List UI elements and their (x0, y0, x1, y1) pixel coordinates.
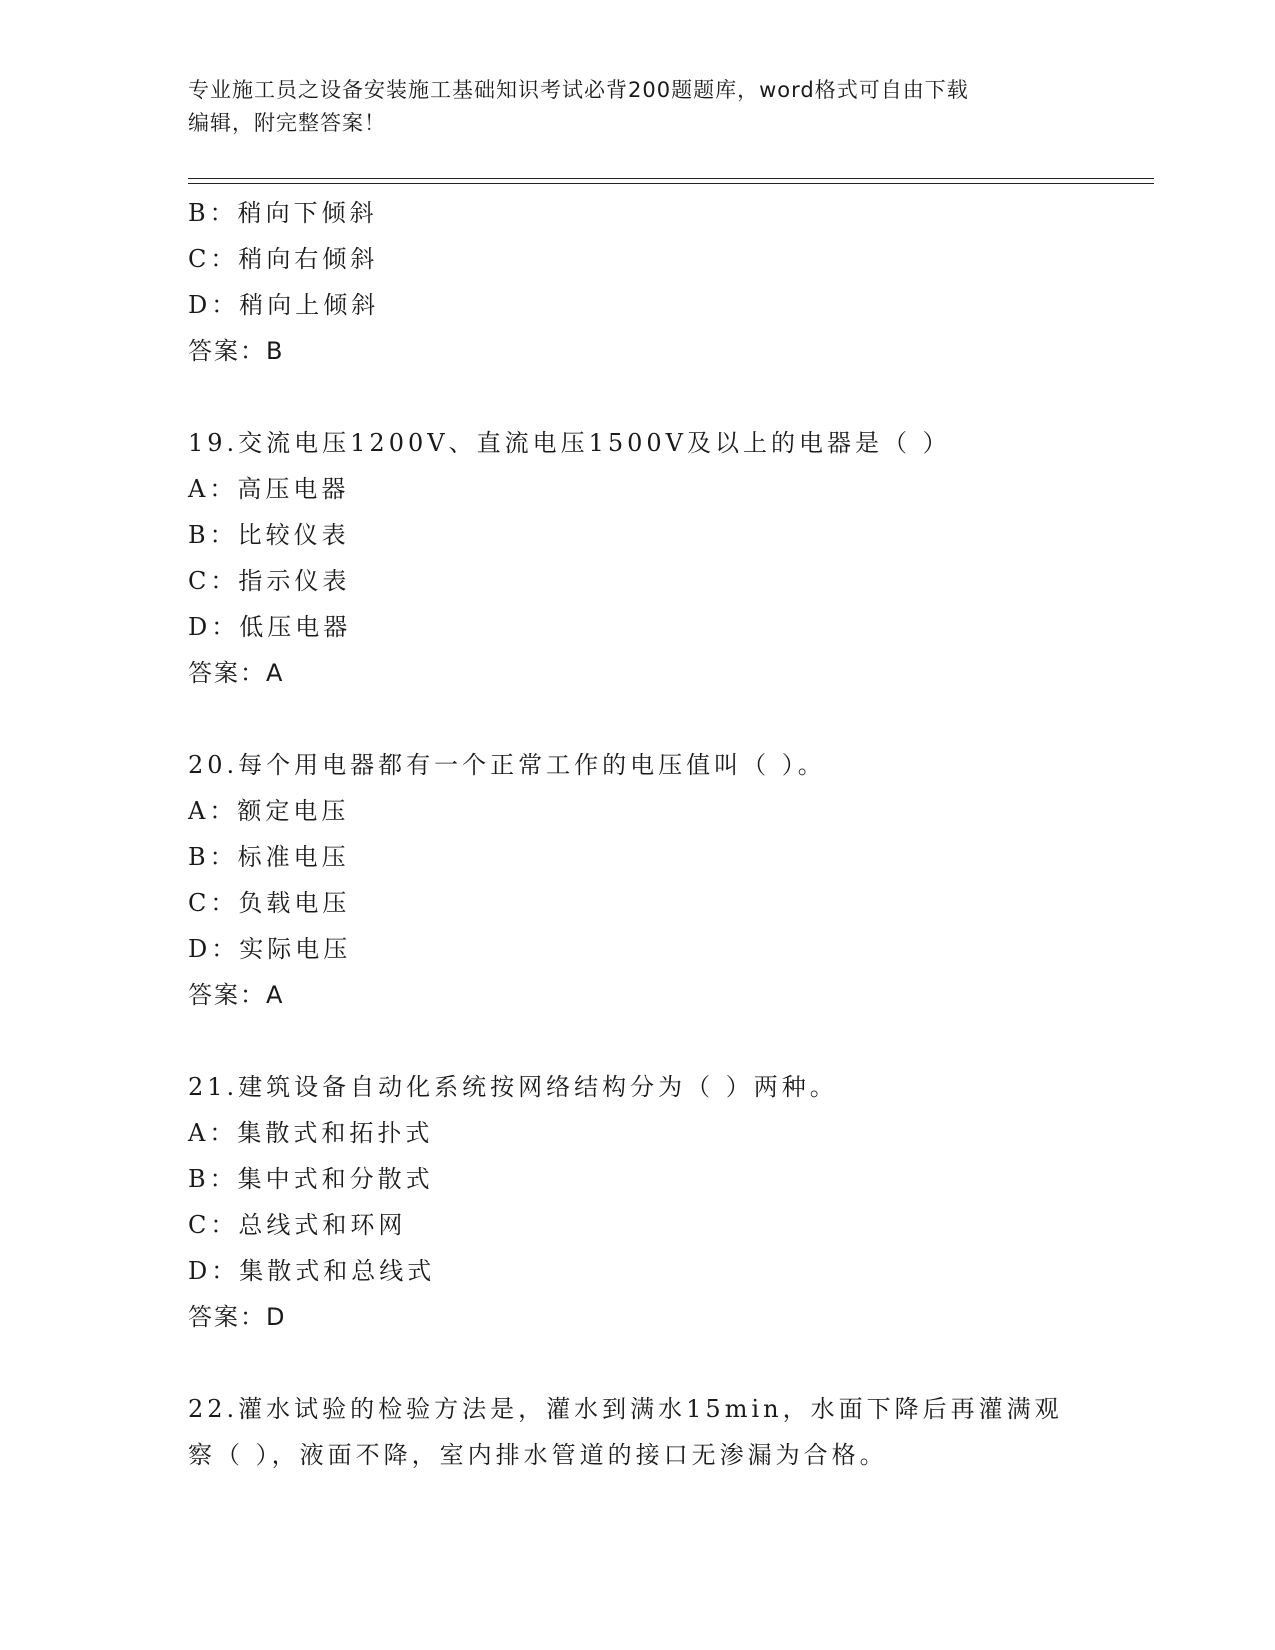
question-list (188, 190, 1154, 1478)
question-18-continued (188, 190, 1154, 374)
option-b: B：标准电压 (188, 843, 350, 871)
question-21 (188, 1064, 1154, 1340)
header-line-2: 编辑，附完整答案！ (188, 111, 386, 135)
answer-line: 答案：B (188, 337, 285, 365)
header-line-1: 专业施工员之设备安装施工基础知识考试必背200题题库，word格式可自由下载 (188, 78, 969, 102)
answer-line: 答案：A (188, 981, 285, 1009)
question-stem-line-1: 22.灌水试验的检验方法是，灌水到满水15min，水面下降后再灌满观 (188, 1395, 1063, 1423)
option-b: B：稍向下倾斜 (188, 199, 378, 227)
option-b: B：集中式和分散式 (188, 1165, 434, 1193)
option-d: D：集散式和总线式 (188, 1257, 436, 1285)
header-rule-bottom (188, 183, 1154, 184)
option-c: C：负载电压 (188, 889, 351, 917)
document-header (188, 74, 1068, 140)
option-a: A：额定电压 (188, 797, 350, 825)
question-19 (188, 420, 1154, 696)
option-d: D：实际电压 (188, 935, 352, 963)
question-stem: 21.建筑设备自动化系统按网络结构分为（ ）两种。 (188, 1073, 838, 1101)
question-stem-line-2: 察（ ），液面不降，室内排水管道的接口无渗漏为合格。 (188, 1441, 888, 1469)
answer-line: 答案：D (188, 1303, 287, 1331)
option-a: A：集散式和拓扑式 (188, 1119, 434, 1147)
option-c: C：稍向右倾斜 (188, 245, 379, 273)
question-20 (188, 742, 1154, 1018)
question-stem: 19.交流电压1200V、直流电压1500V及以上的电器是（ ） (188, 429, 951, 457)
question-stem: 20.每个用电器都有一个正常工作的电压值叫（ ）。 (188, 751, 826, 779)
option-b: B：比较仪表 (188, 521, 350, 549)
answer-line: 答案：A (188, 659, 285, 687)
option-c: C：指示仪表 (188, 567, 351, 595)
option-a: A：高压电器 (188, 475, 350, 503)
option-d: D：低压电器 (188, 613, 352, 641)
option-d: D：稍向上倾斜 (188, 291, 380, 319)
header-rule-top (188, 178, 1154, 179)
option-c: C：总线式和环网 (188, 1211, 407, 1239)
question-22 (188, 1386, 1154, 1478)
